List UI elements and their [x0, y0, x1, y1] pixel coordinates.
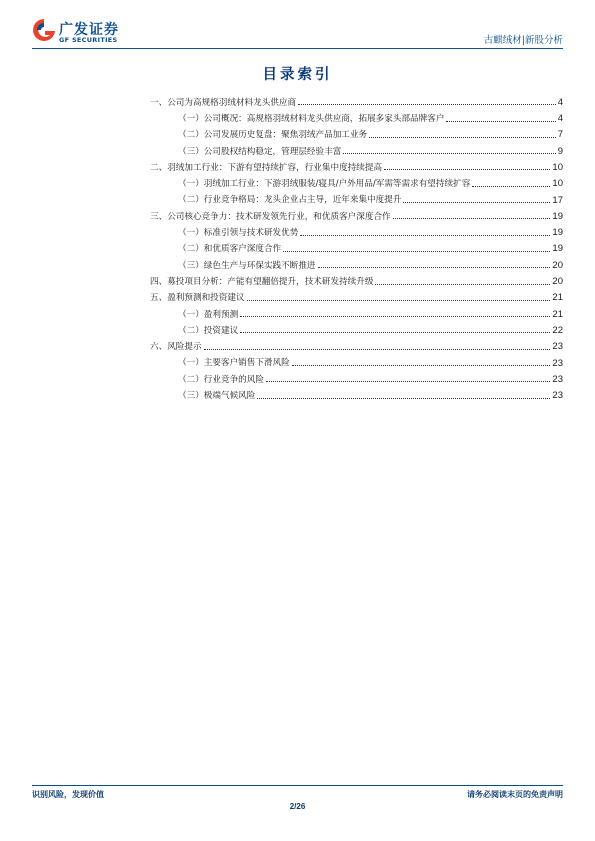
- toc-leader-dots: [300, 235, 550, 236]
- toc-entry-title: （一）盈利预测: [178, 309, 239, 320]
- toc-entry[interactable]: [150, 352, 563, 368]
- toc-leader-dots: [257, 398, 550, 399]
- toc-entry-title: 四、募投项目分析：产能有望翻倍提升，技术研发持续升级: [150, 276, 374, 287]
- toc-entry[interactable]: [150, 221, 563, 237]
- toc-entry[interactable]: [150, 287, 563, 303]
- footer-slogan: 识别风险，发现价值: [32, 790, 104, 799]
- toc-entry[interactable]: [150, 254, 563, 270]
- footer-disclaimer: 请务必阅读末页的免责声明: [467, 790, 563, 799]
- toc-entry-page: 19: [552, 243, 563, 255]
- toc-entry[interactable]: [150, 189, 563, 205]
- toc-entry-title: （三）公司股权结构稳定，管理层经验丰富: [178, 146, 342, 157]
- toc-leader-dots: [204, 349, 551, 350]
- toc-leader-dots: [292, 365, 551, 366]
- header-divider: [32, 48, 563, 49]
- toc-entry-title: （一）羽绒加工行业：下游羽绒服装/寝具/户外用品/军需等需求有望持续扩容: [178, 179, 471, 190]
- toc-entry[interactable]: [150, 368, 563, 384]
- toc-entry-title: （二）和优质客户深度合作: [178, 244, 282, 255]
- toc-entry-title: （一）标准引领与技术研发优势: [178, 228, 299, 239]
- toc-leader-dots: [343, 153, 555, 154]
- page-header: [32, 18, 563, 48]
- toc-entry[interactable]: [150, 140, 563, 156]
- toc-leader-dots: [240, 332, 550, 333]
- toc-entry[interactable]: [150, 238, 563, 254]
- toc-entry-title: （三）绿色生产与环保实践不断推进: [178, 260, 316, 271]
- toc-leader-dots: [393, 218, 551, 219]
- toc-entry[interactable]: [150, 91, 563, 107]
- toc-entry-title: （二）行业竞争的风险: [178, 374, 264, 385]
- toc-entry-page: 7: [557, 129, 563, 141]
- toc-leader-dots: [298, 104, 556, 105]
- toc-entry-page: 19: [552, 227, 563, 239]
- toc-entry-page: 10: [552, 178, 563, 190]
- toc-leader-dots: [318, 267, 551, 268]
- toc-entry[interactable]: [150, 107, 563, 123]
- toc-entry-title: 三、公司核心竞争力：技术研发领先行业，和优质客户深度合作: [150, 211, 391, 222]
- table-of-contents: [150, 91, 563, 401]
- toc-entry-page: 23: [552, 341, 563, 353]
- toc-leader-dots: [240, 316, 550, 317]
- toc-entry-page: 20: [552, 276, 563, 288]
- toc-leader-dots: [384, 169, 550, 170]
- toc-entry-page: 19: [552, 210, 563, 222]
- toc-entry-title: 六、风险提示: [150, 342, 202, 353]
- toc-entry[interactable]: [150, 303, 563, 319]
- toc-entry-title: 二、羽绒加工行业：下游有望持续扩容，行业集中度持续提高: [150, 162, 383, 173]
- logo-text-en: GF SECURITIES: [59, 36, 118, 44]
- toc-leader-dots: [369, 137, 556, 138]
- toc-entry-page: 23: [552, 357, 563, 369]
- logo-text-cn: 广发证券: [59, 22, 119, 38]
- toc-entry-page: 21: [552, 308, 563, 320]
- toc-entry[interactable]: [150, 124, 563, 140]
- page-title: 目录索引: [262, 66, 333, 83]
- toc-entry-page: 21: [552, 292, 563, 304]
- toc-leader-dots: [266, 381, 550, 382]
- toc-leader-dots: [403, 202, 550, 203]
- toc-entry[interactable]: [150, 270, 563, 286]
- toc-entry-title: （二）行业竞争格局：龙头企业占主导，近年来集中度提升: [178, 195, 402, 206]
- toc-leader-dots: [247, 300, 551, 301]
- toc-entry-page: 10: [552, 161, 563, 173]
- toc-entry-title: （三）极端气候风险: [178, 391, 256, 402]
- toc-entry-title: （一）主要客户销售下滑风险: [178, 358, 290, 369]
- toc-leader-dots: [472, 186, 550, 187]
- toc-entry-page: 23: [552, 373, 563, 385]
- company-logo: [32, 18, 142, 48]
- toc-leader-dots: [446, 121, 555, 122]
- toc-entry-title: （二）投资建议: [178, 325, 239, 336]
- report-category: 古麒绒材|新股分析: [483, 35, 563, 46]
- toc-entry[interactable]: [150, 205, 563, 221]
- toc-entry-page: 4: [557, 96, 563, 108]
- toc-entry-page: 22: [552, 324, 563, 336]
- toc-entry[interactable]: [150, 319, 563, 335]
- toc-entry-page: 9: [557, 145, 563, 157]
- toc-leader-dots: [375, 284, 550, 285]
- page-number: 2/26: [289, 802, 306, 811]
- toc-entry-page: 4: [557, 113, 563, 125]
- toc-entry-page: 17: [552, 194, 563, 206]
- toc-entry[interactable]: [150, 335, 563, 351]
- toc-entry[interactable]: [150, 156, 563, 172]
- toc-entry-title: 一、公司为高规格羽绒材料龙头供应商: [150, 97, 297, 108]
- toc-entry-title: （二）公司发展历史复盘：聚焦羽绒产品加工业务: [178, 130, 368, 141]
- toc-leader-dots: [283, 251, 550, 252]
- toc-entry-title: 五、盈利预测和投资建议: [150, 293, 245, 304]
- toc-entry-title: （一）公司概况：高规格羽绒材料龙头供应商，拓展多家头部品牌客户: [178, 114, 445, 124]
- gf-logo-icon: [32, 18, 56, 44]
- toc-entry[interactable]: [150, 172, 563, 188]
- toc-entry-page: 20: [552, 259, 563, 271]
- footer-divider: [32, 785, 563, 786]
- toc-entry[interactable]: [150, 384, 563, 400]
- toc-entry-page: 23: [552, 390, 563, 402]
